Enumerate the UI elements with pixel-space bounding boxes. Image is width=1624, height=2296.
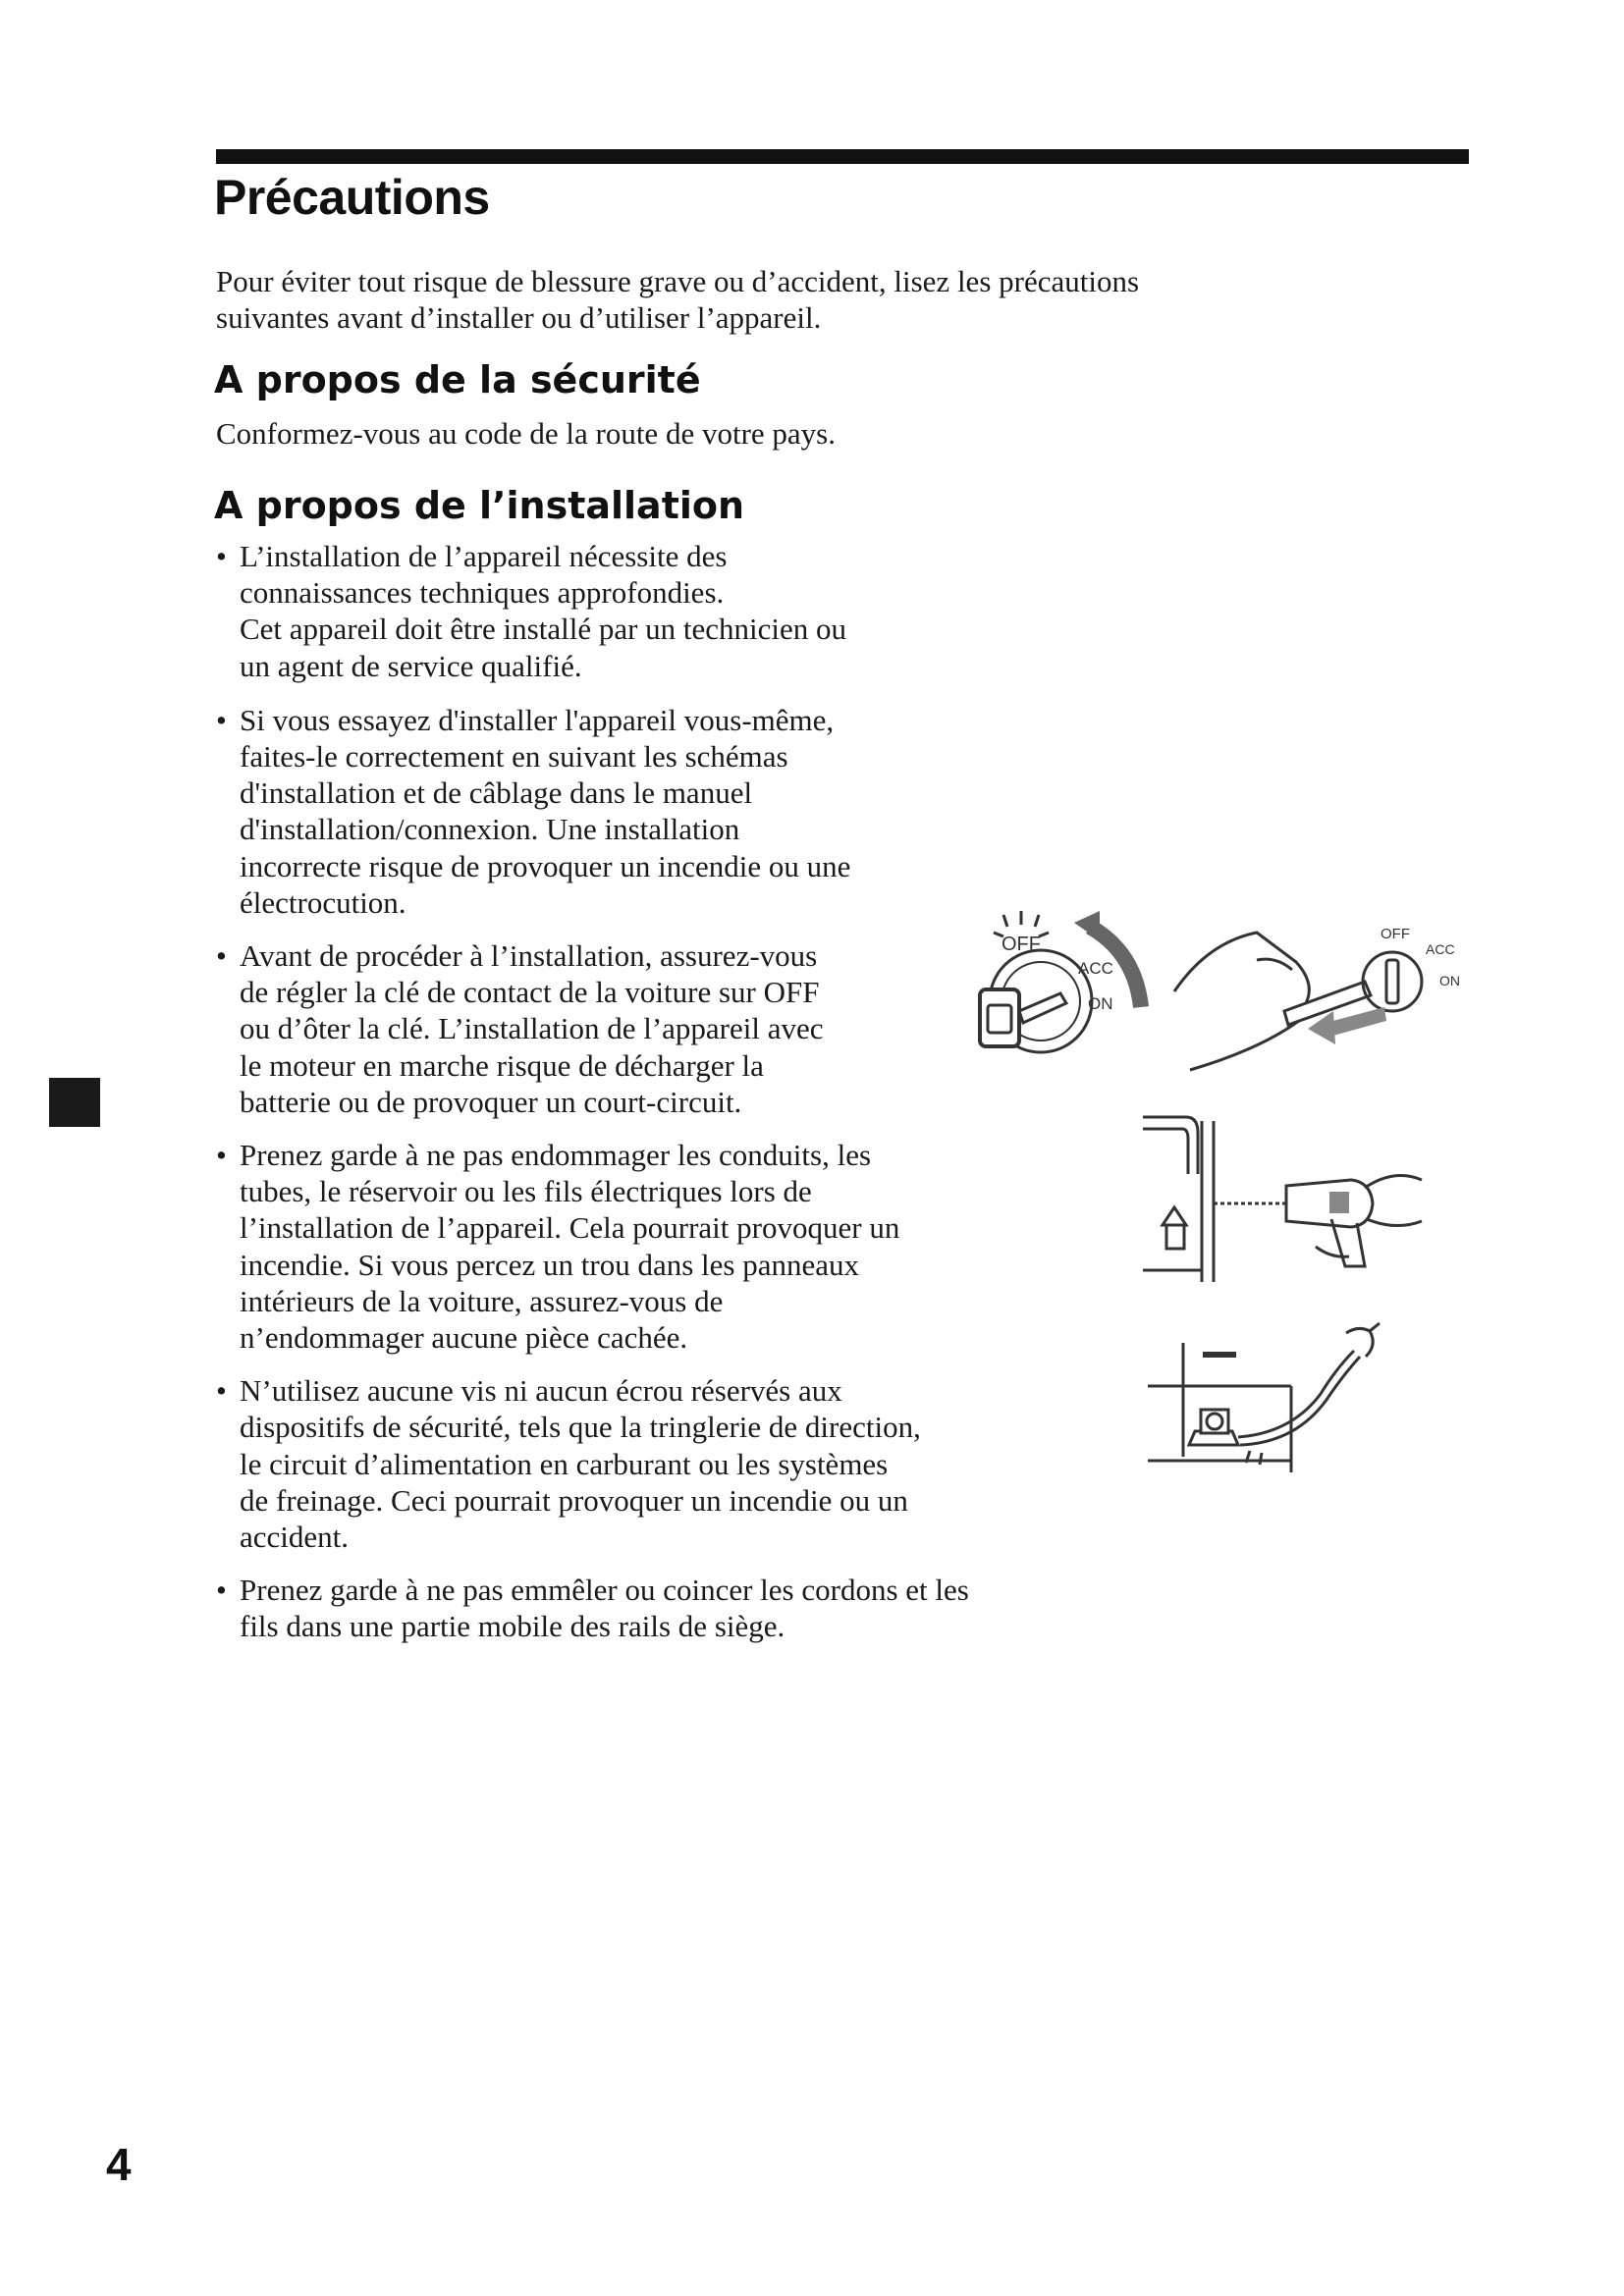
ignition-small-label-acc: ACC (1426, 941, 1455, 957)
thumb-index-tab (49, 1078, 100, 1127)
bullet-text: Prenez garde à ne pas endommager les conduits, les tubes, le réservoir ou les fils électriques lors de l’installation de l’appareil. Cela pourrait provoquer un incendie. Si vous percez un trou dans les panneaux intérieurs de la voiture, assurez-vous de n’endommager aucune pièce cachée. (240, 1138, 900, 1356)
list-item (214, 538, 1039, 684)
bullet-mark: • (216, 1373, 227, 1409)
bullet-mark: • (216, 702, 227, 737)
bullet-mark: • (216, 1138, 227, 1173)
bullet-text: Si vous essayez d'installer l'appareil vous-même, faites-le correctement en suivant les schémas d'installation et de câblage dans le manuel d'installation/connexion. Une installation incorrecte risque de provoquer un incendie ou une électrocution. (240, 702, 851, 920)
list-item (214, 702, 1039, 921)
section-heading-safety: A propos de la sécurité (214, 358, 701, 401)
section-text-safety: Conformez-vous au code de la route de votre pays. (216, 416, 836, 451)
ignition-label-on: ON (1088, 994, 1113, 1013)
list-item (214, 1372, 1039, 1555)
bullet-text: Prenez garde à ne pas emmêler ou coincer les cordons et les fils dans une partie mobile des rails de siège. (240, 1573, 969, 1644)
ignition-small-label-on: ON (1439, 973, 1460, 988)
bullet-mark: • (216, 938, 227, 974)
section-heading-installation: A propos de l’installation (214, 484, 745, 527)
bullet-text: Avant de procéder à l’installation, assurez-vous de régler la clé de contact de la voiture sur OFF ou d’ôter la clé. L’installation de l’appareil avec le moteur en marche risque de décharger la batterie ou de provoquer un court-circuit. (240, 938, 824, 1119)
bullet-mark: • (216, 539, 227, 573)
ignition-label-off: OFF (1001, 934, 1041, 955)
top-rule (216, 149, 1469, 164)
page-title: Précautions (214, 170, 490, 225)
bullet-text: N’utilisez aucune vis ni aucun écrou réservés aux dispositifs de sécurité, tels que la tringlerie de direction, le circuit d’alimentation en carburant ou les systèmes de freinage. Ceci pourrait provoquer un incendie ou un accident. (240, 1373, 921, 1555)
bullet-text: L’installation de l’appareil nécessite des connaissances techniques approfondies. Cet appareil doit être installé par un technicien ou un agent de service qualifié. (240, 539, 847, 683)
ignition-small-label-off: OFF (1380, 926, 1410, 942)
ground-bolt-illustration (1144, 1315, 1399, 1492)
intro-paragraph: Pour éviter tout risque de blessure grave ou d’accident, lisez les précautions suivantes avant d’installer ou d’utiliser l’appareil. (216, 264, 1140, 335)
installation-bullet-list (214, 538, 1039, 1662)
list-item (214, 1572, 1039, 1644)
list-item (214, 937, 1039, 1120)
bullet-mark: • (216, 1573, 227, 1608)
page-number: 4 (106, 2139, 132, 2190)
list-item (214, 1137, 1039, 1356)
ignition-key-illustration (952, 903, 1159, 1070)
key-removal-illustration (1168, 913, 1473, 1080)
drilling-illustration (1139, 1109, 1424, 1286)
ignition-label-acc: ACC (1078, 959, 1113, 978)
